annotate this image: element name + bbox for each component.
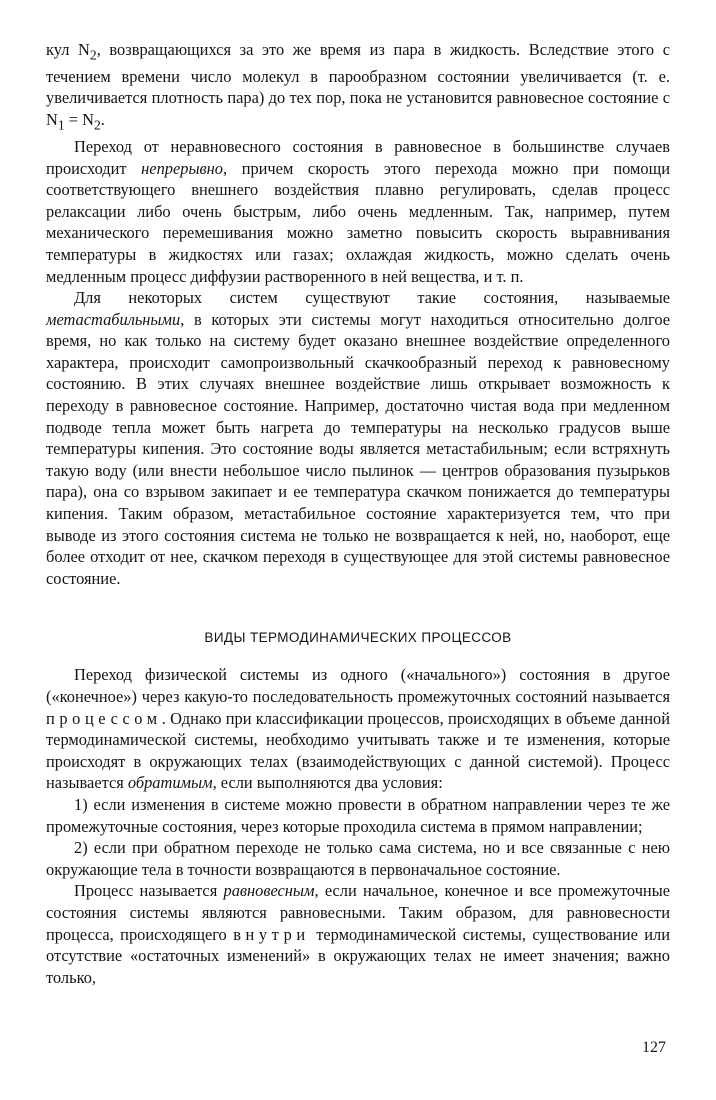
paragraph-process-definition: Переход физической системы из одного («начального») состояния в другое («конечное») через какую-то последовательность промежуточных состояний называется процессом. Однако при классификации процессов, происходящих в объеме данной термодинамической системы, необходимо учитывать также и те изменения, которые происходят в окружающих телах (взаимодействующих с данной системой). Процесс называется обратимым, если выполняются два условия: <box>46 665 670 793</box>
list-item-condition-1: 1) если изменения в системе можно провести в обратном направлении через те же промежуточные состояния, через которые проходила система в прямом направлении; <box>46 794 670 836</box>
paragraph-nonequilibrium-transition: Переход от неравновесного состояния в равновесное в большинстве случаев происходит непрерывно, причем скорость этого перехода можно при помощи соответствующего внешнего воздействия плавно регулировать, сделав процесс релаксации либо очень быстрым, либо очень медленным. Так, например, путем механического перемешивания можно заметно повысить скорость выравнивания температуры в жидкостях или газах; охлаждая жидкость, можно сделать очень медленным процесс диффузии растворенного в ней вещества, и т. п. <box>46 136 670 286</box>
section-heading: ВИДЫ ТЕРМОДИНАМИЧЕСКИХ ПРОЦЕССОВ <box>204 630 512 646</box>
paragraph-equilibrium-process: Процесс называется равновесным, если начальное, конечное и все промежуточные состояния системы являются равновесными. Таким образом, для равновесности процесса, происходящего внутри термодинамической системы, существование или отсутствие «остаточных изменений» в окружающих телах не имеет значения; важно только, <box>46 881 670 987</box>
list-item-condition-2: 2) если при обратном переходе не только сама система, но и все связанные с нею окружающие тела в точности возвращаются в первоначальное состояние. <box>46 838 670 879</box>
body-text <box>46 39 670 988</box>
paragraph-continuation: кул $N_2$, возвращающихся за это же время из пара в жидкость. Вследствие этого с течением времени число молекул в парообразном состоянии увеличивается (т. е. увеличивается плотность пара) до тех пор, пока не установится равновесное состояние с $N_1 = N_2$. <box>46 40 670 133</box>
paragraph-metastable-states: Для некоторых систем существуют такие состояния, называемые метастабильными, в которых эти системы могут находиться относительно долгое время, но как только на систему будет оказано внешнее воздействие определенного характера, происходит самопроизвольный скачкообразный переход к равновесному состоянию. В этих случаях внешнее воздействие лишь открывает возможность к переходу в равновесное состояние. Например, достаточно чистая вода при медленном подводе тепла может быть нагрета до температуры на несколько градусов выше температуры кипения. Это состояние воды является метастабильным; если встряхнуть такую воду (или внести небольшое число пылинок — центров образования пузырьков пара), она со взрывом закипает и ее температура скачком понижается до температуры кипения. Таким образом, метастабильное состояние характеризуется тем, что при выводе из этого состояния система не только не возвращается к ней, но, наоборот, еще более отходит от нее, скачком переходя в существующее для этой системы равновесное состояние. <box>46 288 670 588</box>
page-number: 127 <box>642 1039 666 1056</box>
